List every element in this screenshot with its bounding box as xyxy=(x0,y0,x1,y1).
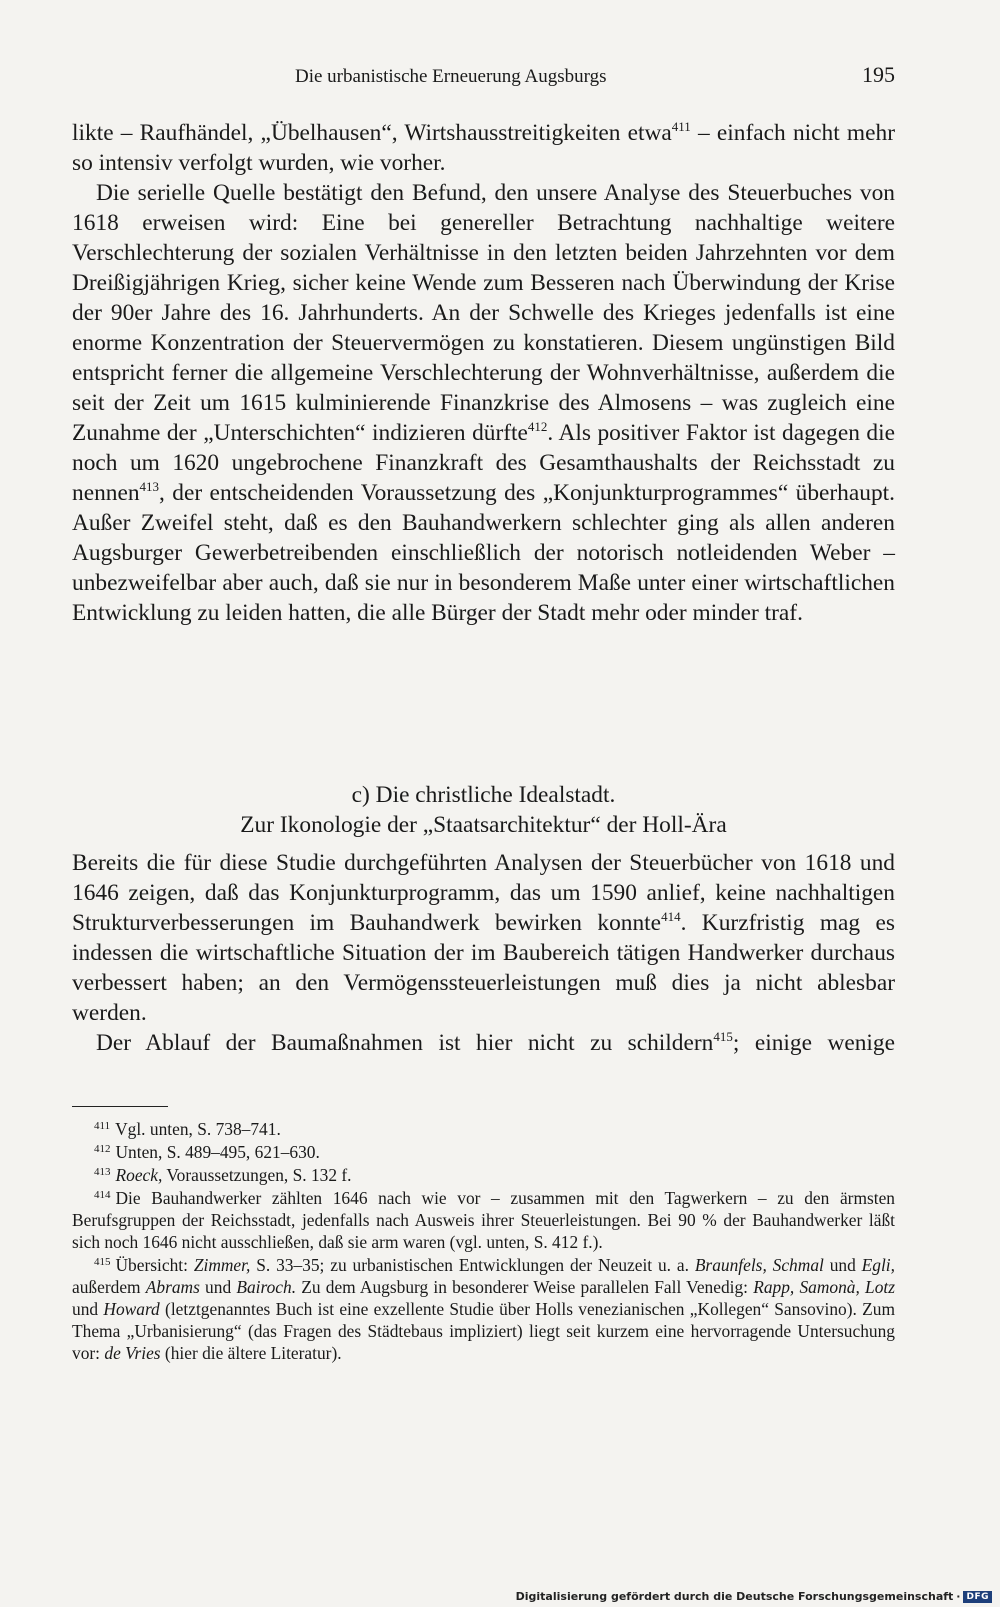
body-text-bottom xyxy=(72,848,895,1058)
running-title: Die urbanistische Erneuerung Augsburgs xyxy=(295,66,607,87)
footnote-author: de Vries xyxy=(104,1343,161,1363)
footnote-text: Vgl. unten, S. 738–741. xyxy=(115,1119,281,1139)
footnote-412 xyxy=(72,1141,895,1163)
footnote-text: (hier die ältere Literatur). xyxy=(160,1343,342,1363)
footnote-ref-415[interactable]: 415 xyxy=(713,1029,733,1044)
footnote-number: 412 xyxy=(94,1143,111,1155)
footnote-number: 414 xyxy=(94,1189,111,1201)
footnote-text: Zu dem Augsburg in besonderer Weise parallelen Fall Venedig: xyxy=(296,1277,754,1297)
footer-text: Digitalisierung gefördert durch die Deutsche Forschungsgemeinschaft xyxy=(515,1590,954,1603)
paragraph-4 xyxy=(72,1028,895,1058)
footnote-text: und xyxy=(199,1277,237,1297)
paragraph-3-text-a: Bereits die für diese Studie durchgeführten Analysen der Steuerbücher von 1618 und 1646 zeigen, daß das Konjunkturprogramm, das um 1590 anlief, keine nachhaltigen Strukturverbesserungen im Bauhandwerk bewirken konnte xyxy=(72,850,895,936)
paragraph-1-text-b: – einfach nicht mehr so intensiv verfolgt wurden, wie vorher. xyxy=(72,120,895,176)
footnote-text: Voraussetzungen, S. 132 f. xyxy=(162,1165,352,1185)
dfg-logo-icon: DFG xyxy=(963,1591,992,1603)
footnote-411 xyxy=(72,1118,895,1140)
running-head xyxy=(295,62,895,92)
footnote-author: Bairoch. xyxy=(236,1277,297,1297)
footnote-text: außerdem xyxy=(72,1277,146,1297)
section-heading-line-1: c) Die christliche Idealstadt. xyxy=(351,782,616,808)
footnote-ref-414[interactable]: 414 xyxy=(661,909,681,924)
paragraph-2-text-a: Die serielle Quelle bestätigt den Befund, den unsere Analyse des Steuerbuches von 1618 erweisen wird: Eine bei genereller Betrachtung nachhaltige weitere Verschlechterung der sozialen Verhältnisse in den letzten beiden Jahrzehnten vor dem Dreißigjährigen Krieg, sicher keine Wende zum Besseren nach Überwindung der Krise der 90er Jahre des 16. Jahrhunderts. An der Schwelle des Krieges jedenfalls ist eine enorme Konzentration der Steuervermögen zu konstatieren. Diesem ungünstigen Bild entspricht ferner die allgemeine Verschlechterung der Wohnverhältnisse, außerdem die seit der Zeit um 1615 kulminierende Finanzkrise des Almosens – was zugleich eine Zunahme der „Unterschichten“ indizieren dürfte xyxy=(72,180,895,446)
footnotes xyxy=(72,1118,895,1365)
digitization-footer: Digitalisierung gefördert durch die Deutsche Forschungsgemeinschaft · DFG xyxy=(516,1590,992,1603)
footnote-number: 415 xyxy=(94,1256,111,1268)
footnote-author: Howard xyxy=(103,1299,160,1319)
footnote-text: Unten, S. 489–495, 621–630. xyxy=(115,1142,320,1162)
footnote-415 xyxy=(72,1254,895,1364)
paragraph-1 xyxy=(72,118,895,178)
footnote-ref-412[interactable]: 412 xyxy=(527,419,548,434)
footnote-author: Zimmer, xyxy=(193,1255,251,1275)
footnote-author: Braunfels, Schmal xyxy=(694,1255,824,1275)
paragraph-3 xyxy=(72,848,895,1028)
footnote-text: Die Bauhandwerker zählten 1646 nach wie vor – zusammen mit den Tagwerkern – zu den ärmsten Berufsgruppen der Reichsstadt, jedenfalls nach Ausweis ihrer Steuerleistungen. Bei 90 % der Bauhandwerker läßt sich noch 1646 nicht ausschließen, daß sie arm waren (vgl. unten, S. 412 f.). xyxy=(72,1188,895,1252)
footnote-author: Egli, xyxy=(861,1255,895,1275)
footnote-ref-411[interactable]: 411 xyxy=(671,119,691,134)
footnote-414 xyxy=(72,1187,895,1253)
paragraph-4-text-b: ; einige wenige xyxy=(732,1030,895,1056)
footnote-text: S. 33–35; zu urbanistischen Entwicklungen der Neuzeit u. a. xyxy=(250,1255,695,1275)
paragraph-1-text-a: likte – Raufhändel, „Übelhausen“, Wirtshausstreitigkeiten etwa xyxy=(72,120,672,146)
footnote-413 xyxy=(72,1164,895,1186)
section-heading-line-2: Zur Ikonologie der „Staatsarchitektur“ der Holl-Ära xyxy=(240,812,727,838)
footnote-ref-413[interactable]: 413 xyxy=(139,479,160,494)
body-text-top xyxy=(72,118,895,628)
footnote-text: und xyxy=(823,1255,862,1275)
footnote-text: und xyxy=(72,1299,104,1319)
footnote-text: (letztgenanntes Buch ist eine exzellente Studie über Holls venezianischen „Kollegen“ Sansovino). Zum Thema „Urbanisierung“ (das Fragen des Städtebaus impliziert) liegt seit kurzem eine hervorragende Untersuchung vor: xyxy=(72,1299,896,1363)
paragraph-4-text-a: Der Ablauf der Baumaßnahmen ist hier nicht zu schildern xyxy=(96,1030,714,1056)
section-heading xyxy=(72,780,895,840)
footnote-separator xyxy=(72,1106,168,1107)
paragraph-2 xyxy=(72,178,895,628)
footnote-author: Rapp, Samonà, Lotz xyxy=(753,1277,895,1297)
footnote-number: 411 xyxy=(94,1120,111,1132)
footnote-number: 413 xyxy=(94,1166,111,1178)
paragraph-3-text-b: . Kurzfristig mag es indessen die wirtschaftliche Situation der im Baubereich tätigen Handwerker durchaus verbessert haben; an den Vermögenssteuerleistungen muß dies ja nicht ablesbar werden. xyxy=(72,910,896,1026)
footnote-author: Roeck, xyxy=(115,1165,163,1185)
page-number: 195 xyxy=(862,62,895,87)
paragraph-2-text-c: , der entscheidenden Voraussetzung des „Konjunkturprogrammes“ überhaupt. Außer Zweifel steht, daß es den Bauhandwerkern schlechter ging als allen anderen Augsburger Gewerbetreibenden einschließlich der notorisch notleidenden Weber – unbezweifelbar aber auch, daß sie nur in besonderem Maße unter einer wirtschaftlichen Entwicklung zu leiden hatten, die alle Bürger der Stadt mehr oder minder traf. xyxy=(72,480,895,626)
footnote-text: Übersicht: xyxy=(115,1255,194,1275)
footnote-author: Abrams xyxy=(145,1277,200,1297)
paragraph-2-text-b: . Als positiver Faktor ist dagegen die noch um 1620 ungebrochene Finanzkraft des Gesamthaushalts der Reichsstadt zu nennen xyxy=(72,420,895,506)
